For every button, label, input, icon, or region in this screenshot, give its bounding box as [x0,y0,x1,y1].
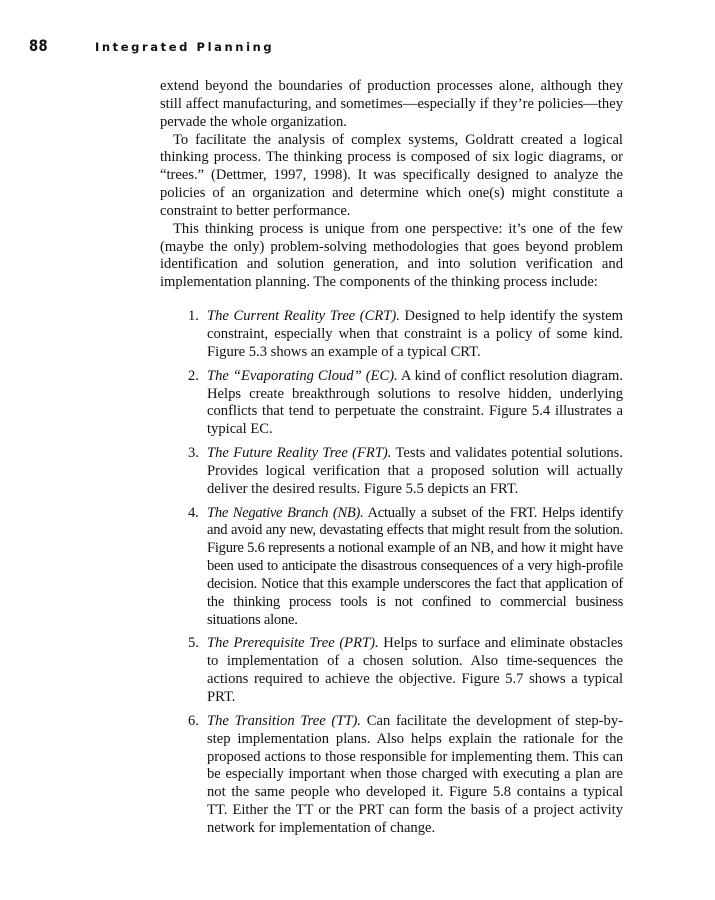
paragraph-thinking-process: To facilitate the analysis of complex systems, Goldratt created a logical thinking process. The thinking process is composed of six logic diagrams, or “trees.” (Dettmer, 1997, 1998). It was specifically designed to analyze the policies of an organization and determine which one(s) might constitute a constraint to better performance. [160,131,623,219]
list-item-text: Actually a subset of the FRT. Helps identify and avoid any new, devastating effects that might result from the solution. Figure 5.6 represents a notional example of an NB, and how it might have been used to anticipate the disastrous consequences of a very high-profile decision. Notice that this example underscores the fact that application of the thinking process tools is not confined to commercial business situations alone. [207,504,623,628]
list-item [160,445,623,499]
list-item [160,713,623,838]
list-item-number: 6. [188,712,199,729]
list-item [160,368,623,439]
list-item-number: 5. [188,635,199,652]
list-item-text: Can facilitate the development of step-by-step implementation plans. Also helps explain the rationale for the proposed actions to those responsible for implementing them. This can be especially important when those charged with executing a plan are not the same people who developed it. Figure 5.8 contains a typical TT. Either the TT or the PRT can form the basis of a project activity network for implementation of change. [207,712,623,836]
list-item-term: The “Evaporating Cloud” (EC). [207,367,398,384]
list-item-number: 2. [188,367,199,384]
list-item-number: 3. [188,445,199,462]
list-item-term: The Transition Tree (TT). [207,712,362,729]
list-item-text: A kind of conflict resolution diagram. Helps create breakthrough solutions to resolve hidden, underlying conflicts that tend to perpetuate the constraint. Figure 5.4 illustrates a typical EC. [207,367,624,438]
page-number: 88 [29,36,49,55]
paragraph-components: This thinking process is unique from one perspective: it’s one of the few (maybe the only) problem-solving methodologies that goes beyond problem identification and solution generation, and into solution verification and implementation planning. The components of the thinking process include: [160,220,623,291]
list-item [160,308,623,362]
list-item-term: The Prerequisite Tree (PRT). [207,635,379,652]
list-item-number: 4. [188,504,199,521]
list-item-term: The Future Reality Tree (FRT). [207,445,392,462]
body-text [160,78,623,844]
list-item-term: The Negative Branch (NB). [207,504,364,521]
list-item-text: Tests and validates potential solutions. Provides logical verification that a proposed solution will actually deliver the desired results. Figure 5.5 depicts an FRT. [207,445,623,497]
list-item-term: The Current Reality Tree (CRT). [207,308,400,325]
thinking-process-list [160,308,623,838]
list-item-text: Designed to help identify the system constraint, especially when that constraint is a policy of some kind. Figure 5.3 shows an example of a typical CRT. [207,308,623,360]
running-head: Integrated Planning [95,40,275,54]
list-item [160,505,623,630]
page-header [29,36,274,58]
list-item-text: Helps to surface and eliminate obstacles to implementation of a chosen solution. Also time-sequences the actions required to achieve the objective. Figure 5.7 shows a typical PRT. [207,635,623,705]
list-item-number: 1. [188,308,199,325]
list-item [160,635,623,706]
paragraph-continuation: extend beyond the boundaries of production processes alone, although they still affect manufacturing, and sometimes—especially if they’re policies—they pervade the whole organization. [160,78,623,130]
